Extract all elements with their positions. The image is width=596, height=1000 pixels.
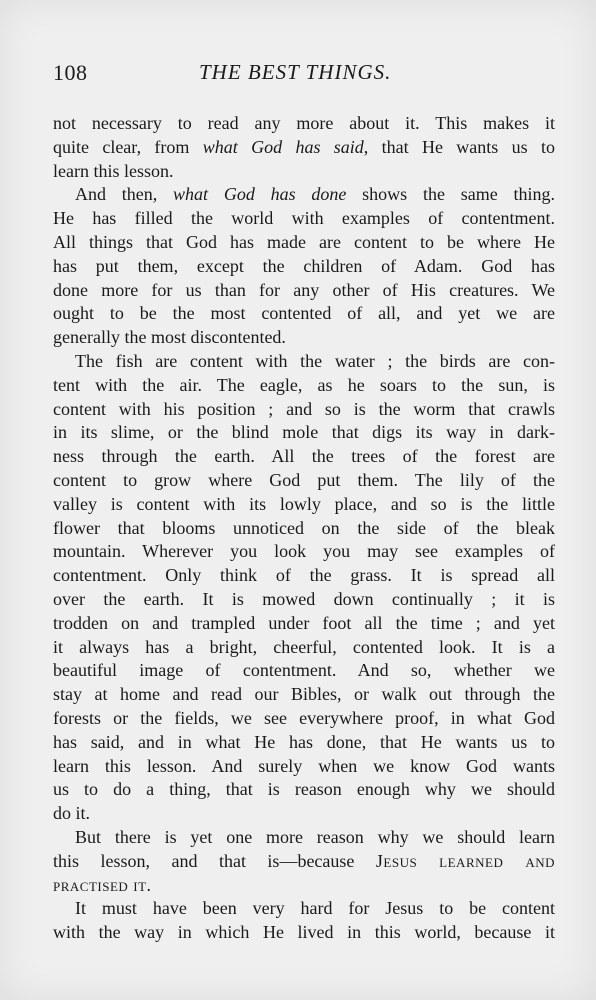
text-segment: has put them, except the children of Adam. God has bbox=[53, 255, 555, 276]
text-line bbox=[53, 183, 555, 207]
text-segment: ought to be the most contented of all, and yet we are bbox=[53, 303, 555, 324]
running-title: THE BEST THINGS. bbox=[199, 60, 392, 84]
text-segment: with the way in which He lived in this world, because it bbox=[53, 922, 555, 943]
text-segment: what God has done bbox=[173, 184, 347, 205]
text-line bbox=[53, 659, 555, 683]
text-segment: generally the most discontented. bbox=[53, 327, 286, 348]
text-line bbox=[53, 540, 555, 564]
body-text bbox=[53, 112, 555, 945]
text-line bbox=[53, 564, 555, 588]
text-segment: valley is content with its lowly place, and so is the little bbox=[53, 493, 555, 514]
text-segment: All things that God has made are content to be where He bbox=[53, 231, 555, 252]
text-line bbox=[53, 207, 555, 231]
text-segment: over the earth. It is mowed down continually ; it is bbox=[53, 588, 555, 609]
text-segment: He has filled the world with examples of contentment. bbox=[53, 208, 555, 229]
text-segment: ness through the earth. All the trees of the forest are bbox=[53, 446, 555, 467]
text-segment: , that He wants us to bbox=[363, 136, 555, 157]
text-line bbox=[53, 802, 555, 826]
text-line bbox=[53, 707, 555, 731]
text-segment: what God has said bbox=[202, 136, 364, 157]
text-segment: flower that blooms unnoticed on the side of the bleak bbox=[53, 517, 555, 538]
page-header bbox=[53, 60, 555, 90]
text-line bbox=[53, 136, 555, 160]
text-segment: learn this lesson. bbox=[53, 160, 174, 181]
text-segment: it always has a bright, cheerful, contented look. It is a bbox=[53, 636, 555, 657]
text-line bbox=[53, 850, 555, 874]
text-line bbox=[53, 231, 555, 255]
text-segment: trodden on and trampled under foot all the time ; and yet bbox=[53, 612, 555, 633]
text-line bbox=[53, 302, 555, 326]
text-segment: The fish are content with the water ; the birds are con- bbox=[75, 350, 555, 371]
text-segment: learn this lesson. And surely when we know God wants bbox=[53, 755, 555, 776]
text-line bbox=[53, 255, 555, 279]
text-line bbox=[53, 588, 555, 612]
text-line bbox=[53, 874, 555, 898]
text-segment: has said, and in what He has done, that He wants us to bbox=[53, 731, 555, 752]
text-segment: done more for us than for any other of His creatures. We bbox=[53, 279, 555, 300]
text-segment: beautiful image of contentment. And so, whether we bbox=[53, 660, 555, 681]
text-line bbox=[53, 398, 555, 422]
text-line bbox=[53, 112, 555, 136]
text-segment: do it. bbox=[53, 803, 91, 824]
text-segment: shows the same thing. bbox=[346, 184, 555, 205]
text-segment: And then, bbox=[75, 184, 174, 205]
text-line bbox=[53, 469, 555, 493]
text-line bbox=[53, 326, 555, 350]
text-segment: stay at home and read our Bibles, or walk out through the bbox=[53, 684, 555, 705]
text-segment: not necessary to read any more about it. This makes it bbox=[53, 113, 555, 133]
text-segment: content with his position ; and so is the worm that crawls bbox=[53, 398, 555, 419]
page-number: 108 bbox=[53, 60, 88, 85]
text-line bbox=[53, 374, 555, 398]
text-line bbox=[53, 636, 555, 660]
text-segment: Jesus learned and bbox=[375, 850, 555, 871]
text-segment: in its slime, or the blind mole that digs its way in dark- bbox=[53, 422, 555, 443]
text-line bbox=[53, 350, 555, 374]
text-line bbox=[53, 683, 555, 707]
text-segment: But there is yet one more reason why we should learn bbox=[75, 826, 555, 847]
text-segment: content to grow where God put them. The lily of the bbox=[53, 469, 555, 490]
text-segment: tent with the air. The eagle, as he soars to the sun, is bbox=[53, 374, 555, 395]
text-segment: mountain. Wherever you look you may see examples of bbox=[53, 541, 555, 562]
text-line bbox=[53, 731, 555, 755]
text-line bbox=[53, 493, 555, 517]
text-line bbox=[53, 612, 555, 636]
text-line bbox=[53, 445, 555, 469]
text-line bbox=[53, 826, 555, 850]
text-segment: contentment. Only think of the grass. It is spread all bbox=[53, 565, 555, 586]
text-segment: It must have been very hard for Jesus to be content bbox=[75, 898, 555, 919]
text-segment: forests or the fields, we see everywhere proof, in what God bbox=[53, 707, 555, 728]
text-line bbox=[53, 160, 555, 184]
text-line bbox=[53, 897, 555, 921]
text-segment: quite clear, from bbox=[53, 136, 203, 157]
text-segment: us to do a thing, that is reason enough why we should bbox=[53, 779, 555, 800]
text-line bbox=[53, 755, 555, 779]
text-segment: practised it. bbox=[53, 874, 152, 895]
text-line bbox=[53, 421, 555, 445]
text-line bbox=[53, 517, 555, 541]
text-line bbox=[53, 279, 555, 303]
text-line bbox=[53, 778, 555, 802]
text-line bbox=[53, 921, 555, 945]
text-segment: this lesson, and that is—because bbox=[53, 850, 376, 871]
